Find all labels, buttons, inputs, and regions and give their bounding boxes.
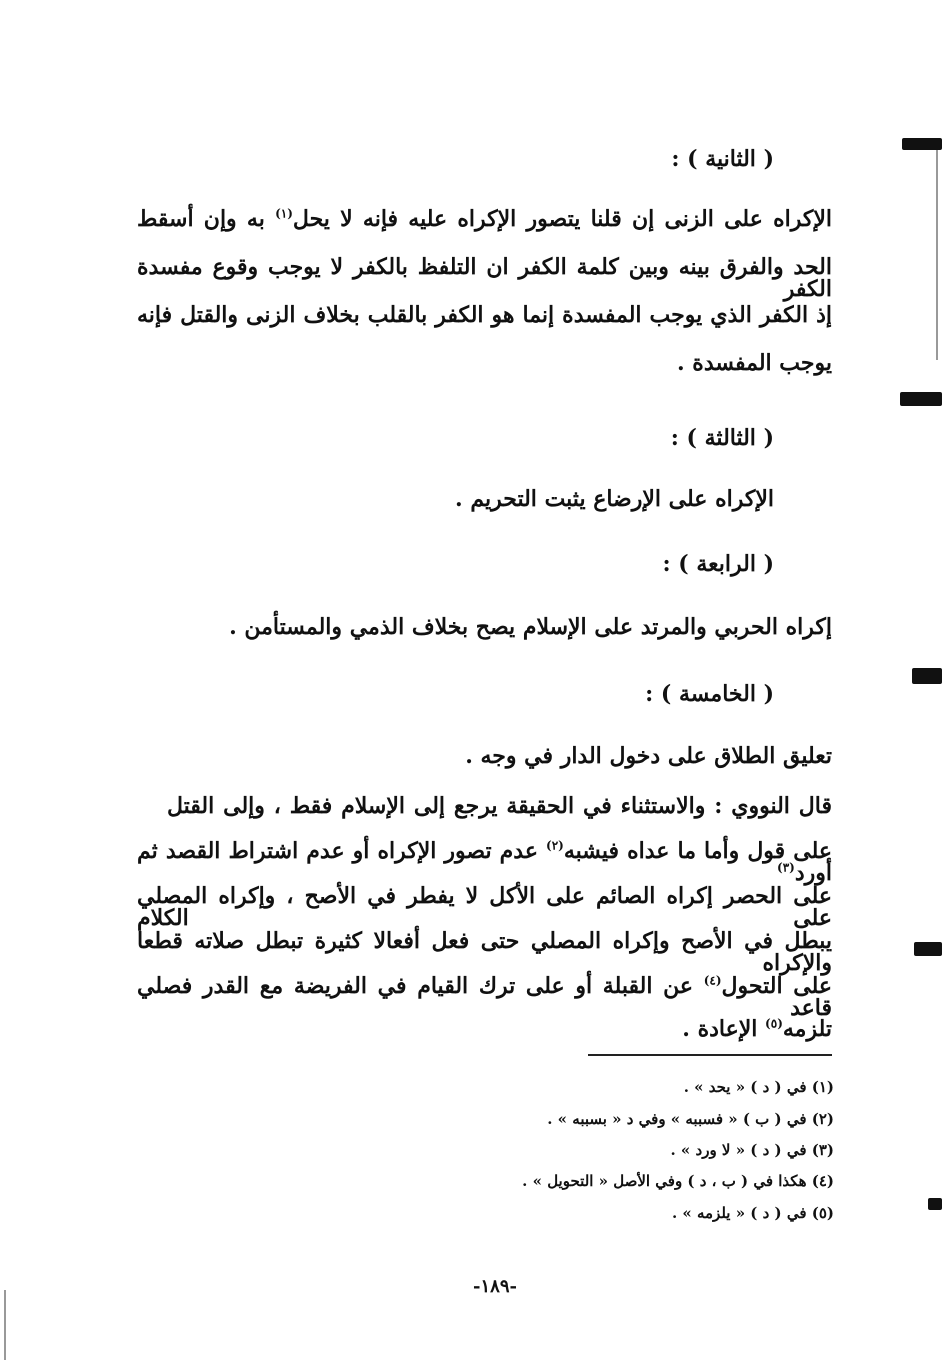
scan-mark bbox=[914, 942, 942, 956]
text-span: عدم تصور الإكراه أو عدم اشتراط القصد ثم أورد bbox=[137, 838, 832, 886]
scan-mark bbox=[928, 1198, 942, 1210]
text-span: الإعادة . bbox=[682, 1016, 766, 1042]
footnote-separator bbox=[588, 1054, 832, 1056]
text-span: الإكراه على الزنى إن قلنا يتصور الإكراه عليه فإنه لا يحل bbox=[292, 206, 832, 232]
text-line: على الحصر إكراه الصائم على الأكل لا يفطر في الأصح ، وإكراه المصلي على الكلام bbox=[137, 883, 832, 931]
text-line: يبطل في الأصح وإكراه المصلي حتى فعل أفعالا كثيرة تبطل صلاته قطعا والإكراه bbox=[137, 928, 832, 976]
heading-second: ( الثانية ) : bbox=[671, 146, 774, 172]
text-span: به وإن أسقط bbox=[137, 206, 276, 232]
footnote: (٥) في ( د ) « يلزمه » . bbox=[671, 1204, 834, 1222]
text-span: تلزمه bbox=[782, 1016, 832, 1042]
scan-mark bbox=[900, 392, 942, 406]
footnote-ref: (٤) bbox=[703, 973, 722, 988]
footnote-ref: (٣) bbox=[777, 860, 795, 875]
text-line: يوجب المفسدة . bbox=[676, 350, 832, 376]
page-number: -١٨٩- bbox=[473, 1276, 517, 1297]
text-line bbox=[682, 1018, 832, 1040]
text-span: على التحول bbox=[721, 973, 832, 999]
text-line bbox=[137, 840, 832, 884]
text-line: قال النووي : والاستثناء في الحقيقة يرجع إلى الإسلام فقط ، وإلى القتل bbox=[167, 793, 832, 819]
heading-fifth: ( الخامسة ) : bbox=[645, 681, 774, 707]
scan-edge-line bbox=[936, 150, 938, 360]
footnote-ref: (١) bbox=[275, 206, 293, 221]
text-line: تعليق الطلاق على دخول الدار في وجه . bbox=[465, 743, 832, 769]
text-line: الحد والفرق بينه وبين كلمة الكفر ان التلفظ بالكفر لا يوجب وقوع مفسدة الكفر bbox=[137, 254, 832, 302]
text-line: إكراه الحربي والمرتد على الإسلام يصح بخلاف الذمي والمستأمن . bbox=[229, 614, 832, 640]
scan-mark bbox=[902, 138, 942, 150]
footnote: (٢) في ( ب ) « فسببه » وفي د « بسببه » . bbox=[547, 1110, 834, 1128]
text-span: عن القبلة أو على ترك القيام في الفريضة مع القدر فصلي قاعد bbox=[137, 973, 832, 1021]
text-line: الإكراه على الإرضاع يثبت التحريم . bbox=[455, 486, 774, 512]
scan-mark bbox=[912, 668, 942, 684]
scan-edge-line bbox=[4, 1290, 6, 1360]
footnote-ref: (٢) bbox=[546, 838, 564, 853]
text-line bbox=[137, 975, 832, 1019]
text-line: إذ الكفر الذي يوجب المفسدة إنما هو الكفر بالقلب بخلاف الزنى والقتل فإنه bbox=[137, 302, 832, 328]
footnote-ref: (٥) bbox=[765, 1016, 783, 1031]
heading-fourth: ( الرابعة ) : bbox=[662, 551, 774, 577]
text-span: على قول وأما ما عداه فيشبه bbox=[563, 838, 832, 864]
text-line bbox=[137, 208, 832, 230]
footnote: (٤) هكذا في ( ب ، د ) وفي الأصل « التحويل » . bbox=[522, 1172, 834, 1190]
footnote: (٣) في ( د ) « لا ورد » . bbox=[670, 1141, 834, 1159]
heading-third: ( الثالثة ) : bbox=[670, 425, 774, 451]
footnote: (١) في ( د ) « يحد » . bbox=[683, 1078, 834, 1096]
